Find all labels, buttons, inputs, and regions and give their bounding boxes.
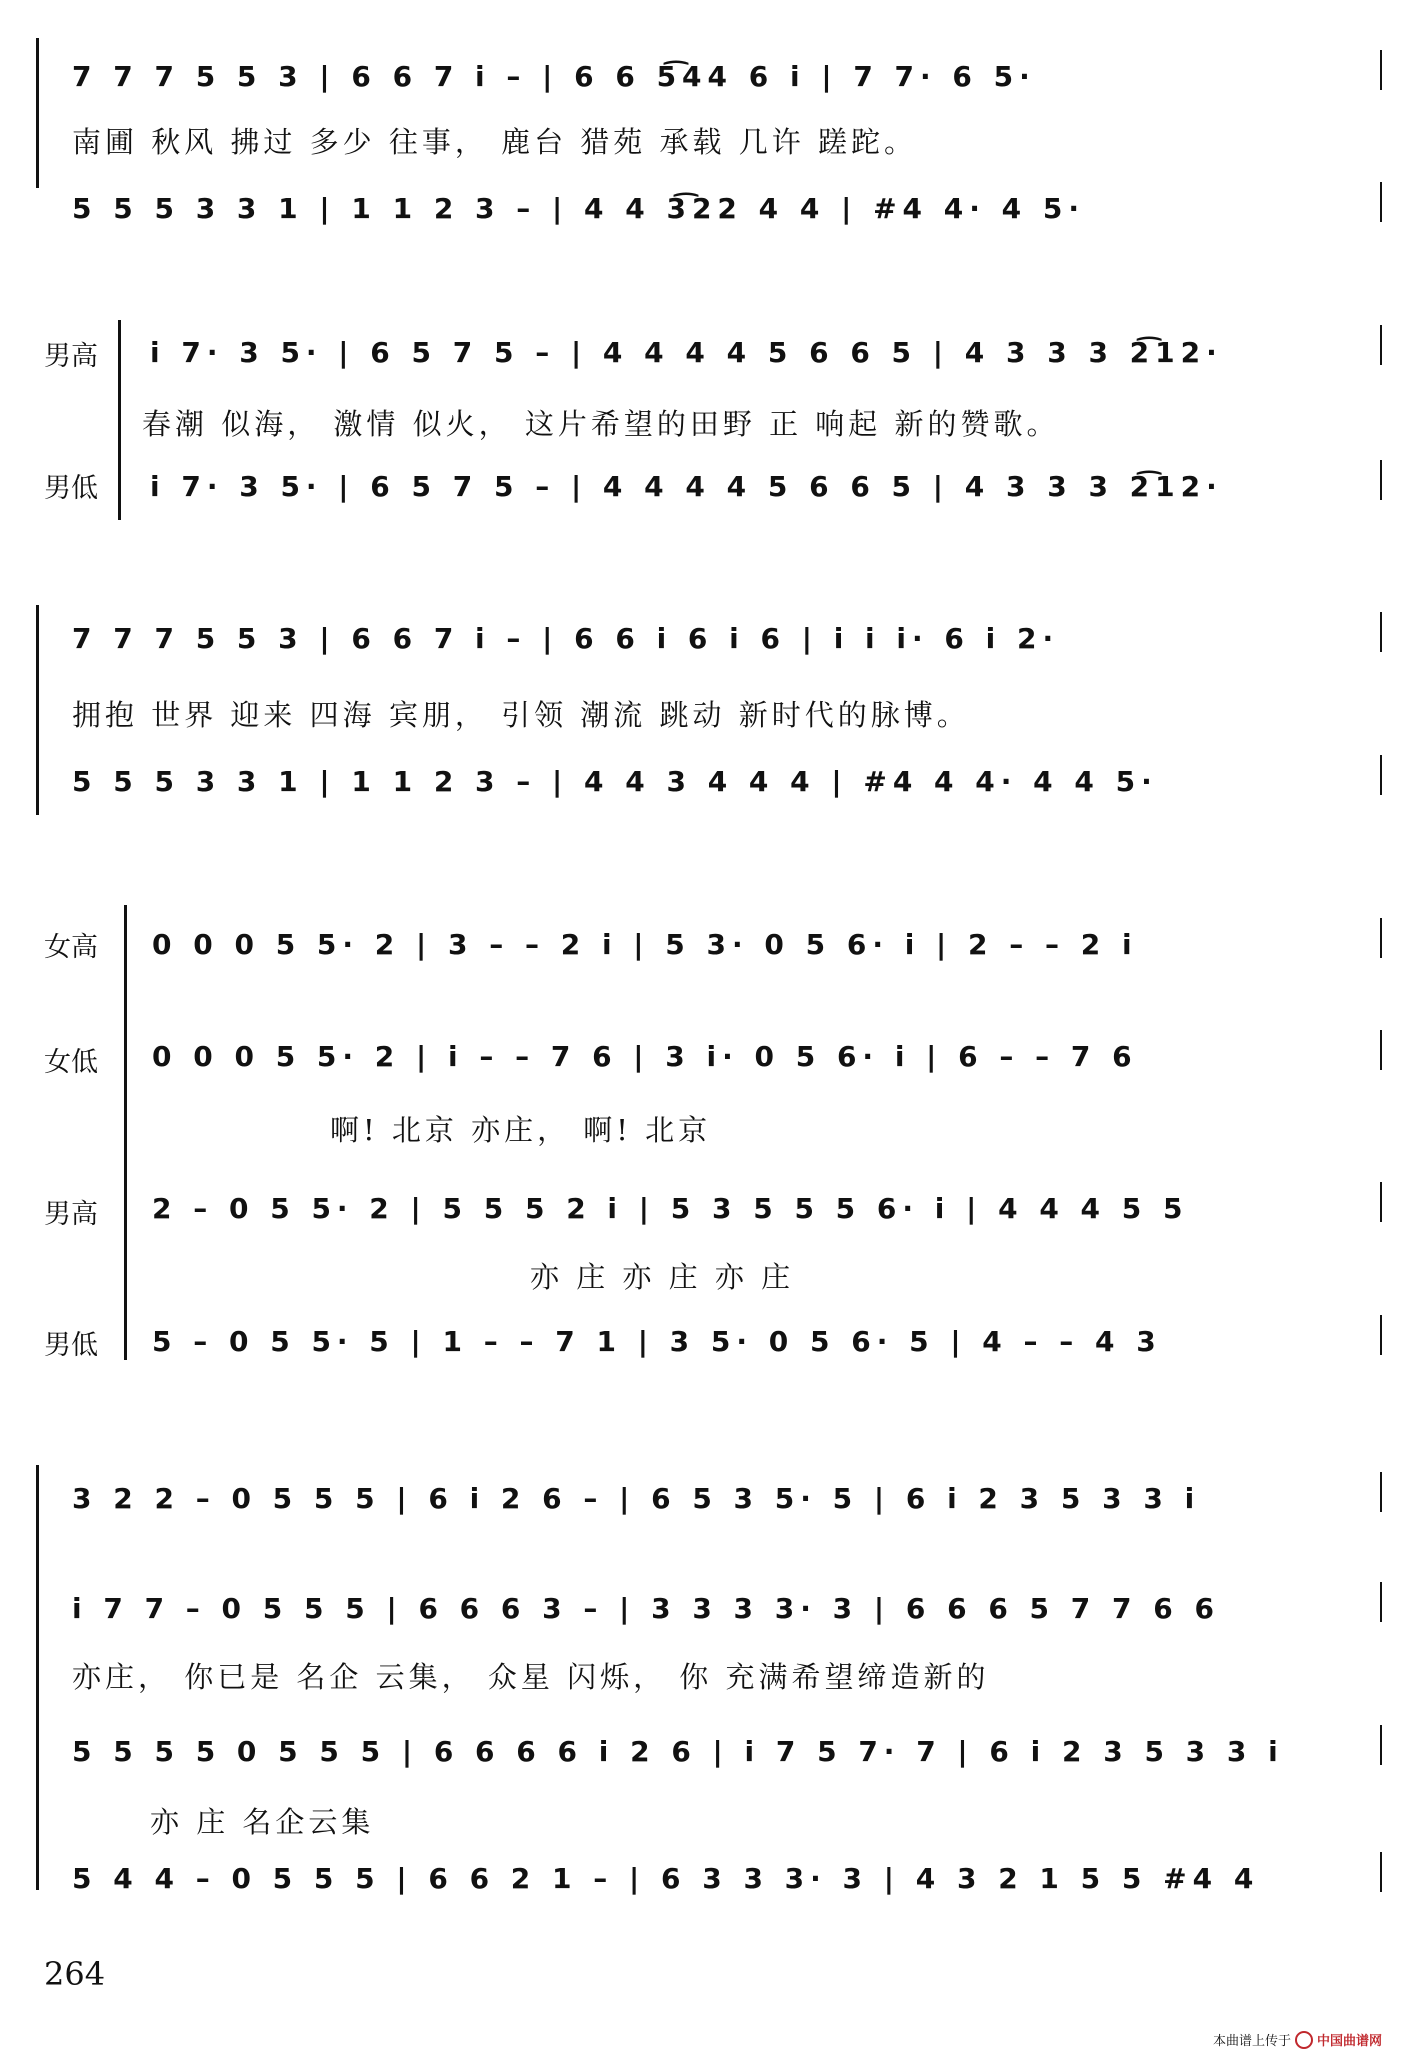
system-5-line-2: i 7 7 – 0 5 5 5 | 6 6 6 3 – | 3 3 3 3· 3 | 6 6 6 5 7 7 6 6 — [72, 1592, 1220, 1625]
label-male-low: 男低 — [44, 473, 98, 504]
system-5-line-4: 5 4 4 – 0 5 5 5 | 6 6 2 1 – | 6 3 3 3· 3 | 4 3 2 1 5 5 #4 4 — [72, 1862, 1260, 1895]
system-5-barline-right-2 — [1380, 1582, 1382, 1622]
system-3-top-line: 7 7 7 5 5 3 | 6 6 7 i – | 6 6 i 6 i 6 | i i i· 6 i 2· — [72, 622, 1060, 655]
system-2-barline-right — [1380, 325, 1382, 365]
system-4-bracket — [118, 905, 138, 1360]
system-4-lyrics-3: 亦 庄 亦 庄 亦 庄 — [530, 1260, 795, 1294]
system-5-barline-right-3 — [1380, 1725, 1382, 1765]
footer-text: 本曲谱上传于 — [1212, 2034, 1291, 2049]
system-1-bottom-line: 5 5 5 3 3 1 | 1 1 2 3 – | 4 4 3͡22 4 4 | #4 4· 4 5· — [72, 192, 1086, 225]
system-4-line-3: 2 – 0 5 5· 2 | 5 5 5 2 i | 5 3 5 5 5 6· i | 4 4 4 5 5 — [152, 1192, 1189, 1225]
system-5-lyrics-3: 亦 庄 名企云集 — [150, 1805, 375, 1839]
system-3-barline-right-2 — [1380, 755, 1382, 795]
system-4-line-4: 5 – 0 5 5· 5 | 1 – – 7 1 | 3 5· 0 5 6· 5 | 4 – – 4 3 — [152, 1325, 1162, 1358]
system-5-line-3: 5 5 5 5 0 5 5 5 | 6 6 6 6 i 2 6 | i 7 5 7· 7 | 6 i 2 3 5 3 3 i — [72, 1735, 1284, 1768]
system-4-barline-right — [1380, 918, 1382, 958]
system-3-lyrics: 拥抱 世界 迎来 四海 宾朋， 引领 潮流 跳动 新时代的脉博。 — [72, 698, 970, 732]
system-4-barline-right-4 — [1380, 1315, 1382, 1355]
system-3-bottom-line: 5 5 5 3 3 1 | 1 1 2 3 – | 4 4 3 4 4 4 | #4 4 4· 4 4 5· — [72, 765, 1158, 798]
system-1-top-line: 7 7 7 5 5 3 | 6 6 7 i – | 6 6 5͡44 6 i | 7 7· 6 5· — [72, 60, 1036, 93]
system-4-line-1: 0 0 0 5 5· 2 | 3 – – 2 i | 5 3· 0 5 6· i | 2 – – 2 i — [152, 928, 1138, 961]
system-3-barline-right — [1380, 612, 1382, 652]
system-5-barline-right — [1380, 1472, 1382, 1512]
footer-watermark — [1213, 2030, 1382, 2049]
system-4-barline-right-2 — [1380, 1030, 1382, 1070]
system-2-lyrics: 春潮 似海， 激情 似火， 这片希望的田野 正 响起 新的赞歌。 — [142, 407, 1060, 441]
system-4-lyrics-1: 啊! 北京 亦庄， 啊! 北京 — [330, 1113, 712, 1147]
system-4-line-2: 0 0 0 5 5· 2 | i – – 7 6 | 3 i· 0 5 6· i | 6 – – 7 6 — [152, 1040, 1138, 1073]
system-5-lyrics-2: 亦庄， 你已是 名企 云集， 众星 闪烁， 你 充满希望缔造新的 — [72, 1660, 990, 1694]
system-1-bracket — [30, 38, 50, 188]
system-2-bottom-line: i 7· 3 5· | 6 5 7 5 – | 4 4 4 4 5 6 6 5 | 4 3 3 3 2͡12· — [150, 470, 1223, 503]
label-female-high: 女高 — [44, 932, 98, 963]
label-male-low-2: 男低 — [44, 1330, 98, 1361]
system-2-bracket — [112, 320, 132, 520]
footer-brand: 中国曲谱网 — [1316, 2034, 1382, 2049]
system-1-lyrics: 南圃 秋风 拂过 多少 往事， 鹿台 猎苑 承载 几许 蹉跎。 — [72, 125, 917, 159]
system-2-top-line: i 7· 3 5· | 6 5 7 5 – | 4 4 4 4 5 6 6 5 | 4 3 3 3 2͡12· — [150, 336, 1223, 369]
label-female-low: 女低 — [44, 1047, 98, 1078]
site-logo-icon — [1295, 2031, 1313, 2049]
label-male-high-2: 男高 — [44, 1199, 98, 1230]
system-1-barline-right — [1380, 50, 1382, 90]
system-4-barline-right-3 — [1380, 1182, 1382, 1222]
system-5-barline-right-4 — [1380, 1852, 1382, 1892]
system-2-barline-right-2 — [1380, 460, 1382, 500]
system-3-bracket — [30, 605, 50, 815]
system-5-bracket — [30, 1465, 50, 1890]
page-number: 264 — [44, 1955, 106, 1993]
system-5-line-1: 3 2 2 – 0 5 5 5 | 6 i 2 6 – | 6 5 3 5· 5 | 6 i 2 3 5 3 3 i — [72, 1482, 1201, 1515]
system-1-barline-right-2 — [1380, 182, 1382, 222]
label-male-high: 男高 — [44, 341, 98, 372]
